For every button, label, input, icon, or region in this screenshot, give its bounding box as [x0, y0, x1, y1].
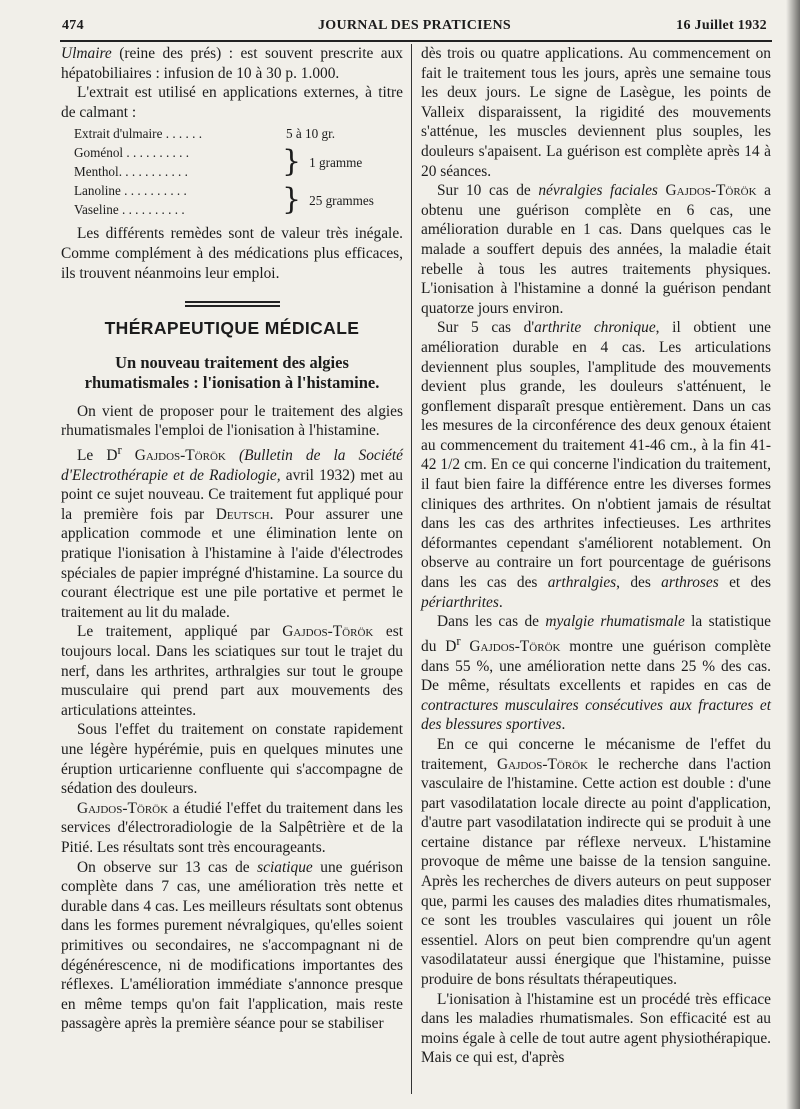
paragraph: Le $D^r$ Gajdos-Török (Bulletin de la Société d'Electrothérapie et de Radiologie, avril 1932) met au point ce sujet nouveau. Ce traitement fut appliqué pour la première fois par Deutsch. Pour assurer une application commode et une élimination lente on pratique l'ionisation à l'histamine à l'aide d'électrodes spéciales de papier imprégné d'histamine. La source du courant électrique est une pile portative et permet le traitement au lit du malade.	[61, 442, 403, 621]
paragraph: Dans les cas de myalgie rhumatismale la statistique du $D^r$ Gajdos-Török montre une guérison complète dans 55 %, une amélioration nette dans 25 % des cas. De même, résultats excellents et rapides en cas de contractures musculaires consécutives aux fractures et des blessures sportives.	[421, 613, 772, 734]
paragraph: Le traitement, appliqué par Gajdos-Török est toujours local. Dans les sciatiques sur tout le trajet du nerf, dans les arthrites, arthralgies sur tout le groupe musculaire qui prend part aux mouvements des articulations atteintes.	[61, 623, 403, 719]
paragraph: dès trois ou quatre applications. Au commencement on fait le traitement tous les jours, après une semaine tous les deux jours. Le signe de Lasègue, les points de Valleix disparaissent, la rigidité des mouvements s'atténue, les muscles deviennent plus souples, les douleurs s'apaisent. La guérison est complète après 14 à 20 séances.	[421, 45, 771, 180]
citation: (Bulletin de la Société d'Electrothérapie et de Radiologie,	[61, 447, 403, 484]
journal-title: JOURNAL DES PRATICIENS	[317, 18, 512, 33]
author-name: Gajdos-Török	[497, 755, 589, 773]
author-name: Gajdos-Török	[77, 799, 169, 817]
prescription-row	[74, 124, 403, 143]
section-title: THÉRAPEUTIQUE MÉDICALE	[104, 318, 360, 339]
paragraph: On observe sur 13 cas de sciatique une guérison complète dans 7 cas, une amélioration très nette et durable dans 4 cas. Les meilleurs résultats sont obtenus dans les formes purement névralgiques, qu'elles soient primitives ou secondaires, ne s'accompagnant ni de dégénérescence, ni de modifications importantes des réflexes. L'amélioration immédiate s'annonce presque en même temps qu'on fait l'application, mais reste passagère après la première séance pour se stabiliser	[61, 858, 404, 1033]
ingredient-name: Lanoline . . . . . . . . . .	[74, 183, 187, 199]
paragraph-ulmaire: Ulmaire (reine des prés) : est souvent prescrite aux hépatobiliaires : infusion de 10 à 30 p. 1.000.	[61, 45, 403, 82]
ingredient-name: Menthol. . . . . . . . . . .	[74, 164, 188, 180]
ingredient-quantity: 25 grammes	[309, 192, 374, 208]
paragraph-extrait: L'extrait est utilisé en applications externes, à titre de calmant :	[61, 84, 403, 121]
author-name: Gajdos-Török	[282, 623, 374, 641]
page-header	[62, 14, 767, 36]
paragraph: L'ionisation à l'histamine est un procédé très efficace dans les maladies rhumatismales. Son efficacité est au moins égale à celle de tout autre agent physiothérapique. Mais ce qui est, d'après	[421, 990, 771, 1067]
left-column	[61, 44, 403, 1034]
right-column	[421, 44, 771, 1068]
paragraph: On vient de proposer pour le traitement des algies rhumatismales l'emploi de l'ionisation à l'histamine.	[61, 402, 403, 440]
section-divider	[185, 301, 280, 307]
term-ulmaire: Ulmaire	[61, 45, 112, 62]
paragraph: Sous l'effet du traitement on constate rapidement une légère hypérémie, puis en quelques minutes une éruption urticarienne confluente qui s'accompagne de sédation des douleurs.	[61, 721, 403, 798]
prescription-group	[74, 181, 403, 219]
paragraph: Sur 5 cas d'arthrite chronique, il obtient une amélioration durable en 4 cas. Les articulations deviennent plus souples, l'amplitude des mouvements devient plus grande, les douleurs s'atténuent, le gonflement disparaît presque entièrement. Dans un cas les mesures de la circonférence des deux genoux étaient au commencement du traitement 41-46 cm., à la fin 41-42 1/2 cm. En ce qui concerne l'indication du traitement, il faut bien faire la différence entre les diverses formes cliniques des arthrites. On n'obtient jamais de résultat dans les cas des arthrites infectieuses. Les arthrites déformantes cependant s'améliorent notablement. On observe au contraire un fort pourcentage de guérisons dans les cas des arthralgies, des arthroses et des périarthrites.	[421, 319, 771, 611]
author-name: Deutsch	[215, 505, 270, 523]
paragraph: En ce qui concerne le mécanisme de l'effet du traitement, Gajdos-Török le recherche dans l'action vasculaire de l'histamine. Cette action est double : d'une part vasodilatation locale directe au point d'application, d'autre part vasodilatation indirecte qui se produit à une certaine distance par réflexe nerveux. L'histamine provoque de même une baisse de la tension sanguine. Après les recherches de divers auteurs on peut supposer que, parmi les causes des maladies dites rhumatismales, ce sont les troubles vasculaires qui jouent un rôle essentiel. Alors on peut bien comprendre qu'un agent vasodilatateur aussi énergique que l'histamine, puisse produire de bons résultats thérapeutiques.	[421, 735, 771, 989]
header-rule	[60, 40, 772, 42]
prescription-table	[74, 124, 403, 219]
ingredient-quantity: 5 à 10 gr.	[286, 126, 336, 142]
author-name: Gajdos-Török	[460, 637, 561, 655]
paragraph: Sur 10 cas de névralgies faciales Gajdos-Török a obtenu une guérison complète en 6 cas, une amélioration durable en 1 cas. Dans quelques cas le malade a souffert depuis des années, la maladie était rebelle à tous les autres traitements physiques. L'ionisation à l'histamine a donné la guérison pendant quatorze jours environ.	[421, 182, 772, 317]
ingredient-name: Goménol . . . . . . . . . .	[74, 145, 190, 161]
prescription-group	[74, 143, 403, 181]
author-name: Gajdos-Török	[665, 182, 757, 200]
issue-date: 16 Juillet 1932	[676, 18, 767, 33]
paragraph-remedes: Les différents remèdes sont de valeur très inégale. Comme complément à des médications plus efficaces, ils trouvent néanmoins leur emploi.	[61, 225, 403, 282]
ingredient-name: Extrait d'ulmaire . . . . . .	[74, 126, 202, 142]
brace-icon: }	[282, 144, 302, 180]
column-divider	[411, 44, 412, 1094]
ingredient-name: Vaseline . . . . . . . . . .	[74, 202, 185, 218]
page-edge-shadow	[786, 0, 800, 1109]
paragraph: Gajdos-Török a étudié l'effet du traitement dans les services d'électroradiologie de la Salpêtrière et de la Pitié. Les résultats sont très encourageants.	[61, 799, 403, 856]
author-name: Gajdos-Török	[121, 447, 239, 465]
article-title: Un nouveau traitement des algies rhumatismales : l'ionisation à l'histamine.	[84, 352, 380, 392]
ingredient-quantity: 1 gramme	[309, 154, 363, 170]
brace-icon: }	[282, 182, 302, 218]
page-number: 474	[62, 18, 84, 33]
